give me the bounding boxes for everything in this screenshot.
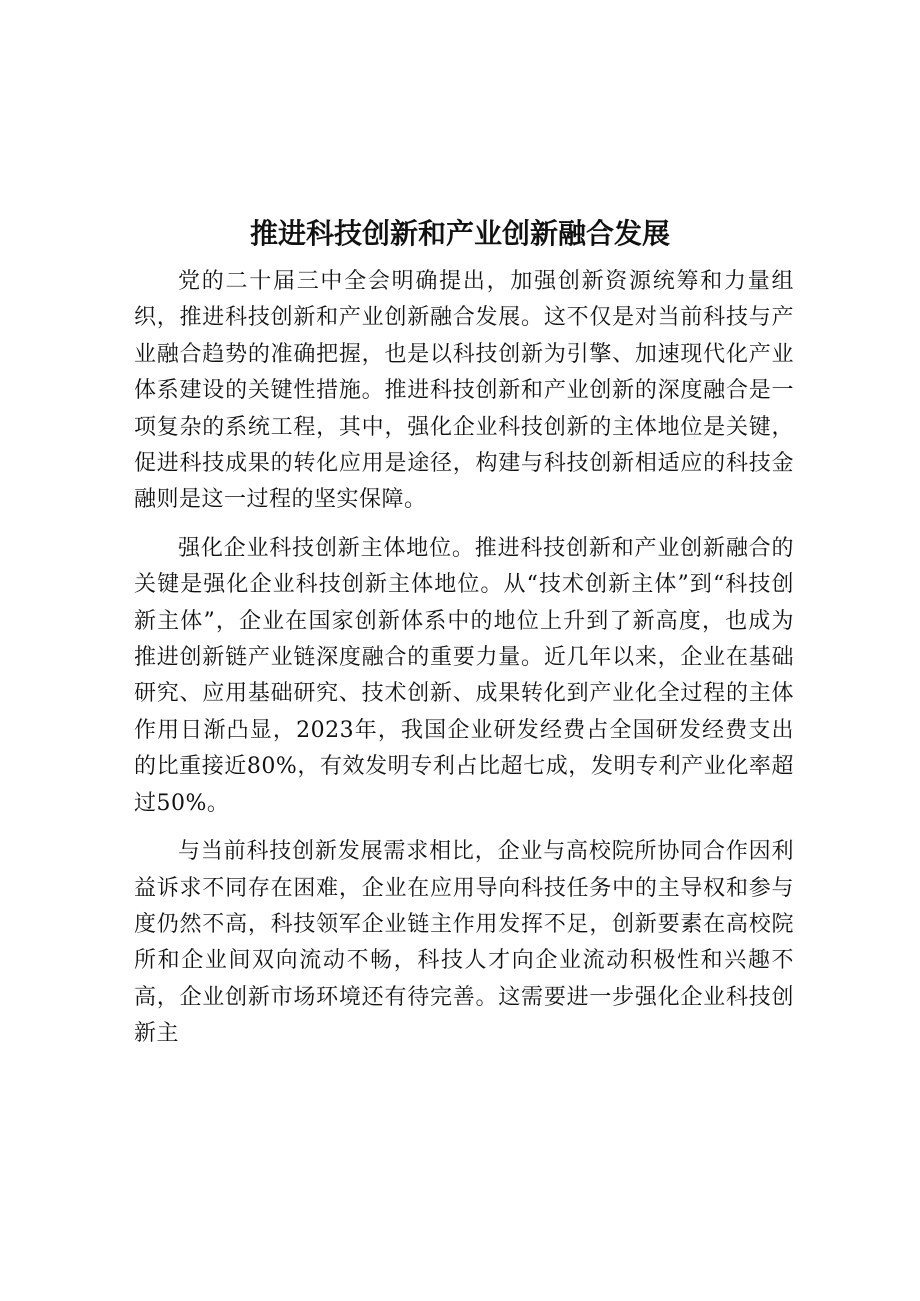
document-body bbox=[134, 264, 794, 1065]
paragraph-3: 与当前科技创新发展需求相比，企业与高校院所协同合作因利益诉求不同存在困难，企业在应用导向科技任务中的主导权和参与度仍然不高，科技领军企业链主作用发挥不足，创新要素在高校院所和企业间双向流动不畅，科技人才向企业流动积极性和兴趣不高，企业创新市场环境还有待完善。这需要进一步强化企业科技创新主 bbox=[134, 839, 794, 1047]
paragraph-2: 强化企业科技创新主体地位。推进科技创新和产业创新融合的关键是强化企业科技创新主体地位。从“技术创新主体”到“科技创新主体”，企业在国家创新体系中的地位上升到了新高度，也成为推进创新链产业链深度融合的重要力量。近几年以来，企业在基础研究、应用基础研究、技术创新、成果转化到产业化全过程的主体作用日渐凸显，2023年，我国企业研发经费占全国研发经费支出的比重接近80%，有效发明专利占比超七成，发明专利产业化率超过50%。 bbox=[134, 535, 794, 816]
paragraph-1: 党的二十届三中全会明确提出，加强创新资源统筹和力量组织，推进科技创新和产业创新融合发展。这不仅是对当前科技与产业融合趋势的准确把握，也是以科技创新为引擎、加速现代化产业体系建设的关键性措施。推进科技创新和产业创新的深度融合是一项复杂的系统工程，其中，强化企业科技创新的主体地位是关键，促进科技成果的转化应用是途径，构建与科技创新相适应的科技金融则是这一过程的坚实保障。 bbox=[134, 269, 794, 513]
document-title: 推进科技创新和产业创新融合发展 bbox=[249, 217, 670, 250]
